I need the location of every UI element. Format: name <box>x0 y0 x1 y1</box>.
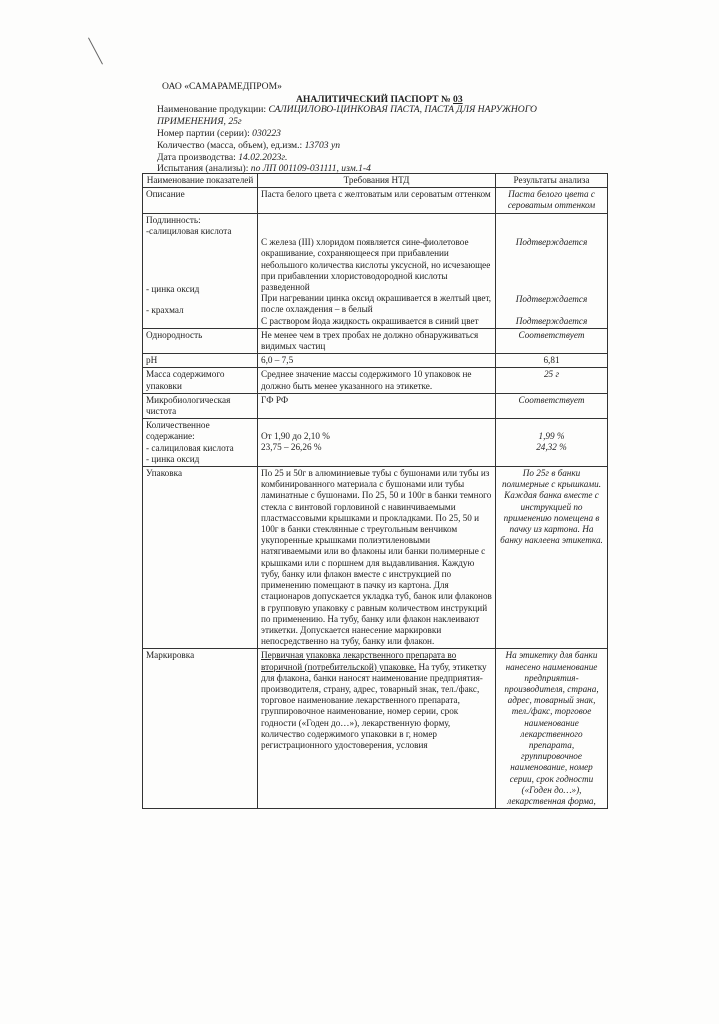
row-requirement: Паста белого цвета с желтоватым или сероватым оттенком <box>258 188 496 214</box>
table-row <box>143 328 608 353</box>
row-label: Масса содержимого упаковки <box>143 368 258 393</box>
row-label: Упаковка <box>143 467 258 649</box>
header-results: Результаты анализа <box>496 174 608 188</box>
table-row <box>143 214 608 329</box>
row-label: Маркировка <box>143 649 258 809</box>
qty-line: Количество (масса, объем), ед.изм.: 13703 уп <box>157 140 341 151</box>
pen-mark <box>88 38 103 65</box>
table-row <box>143 467 608 649</box>
row-label: Однородность <box>143 328 258 353</box>
row-result: Соответствует <box>496 393 608 418</box>
product-line-2: ПРИМЕНЕНИЯ, 25г <box>157 116 242 127</box>
table-header-row <box>143 174 608 188</box>
batch-line: Номер партии (серии): 030223 <box>157 128 281 139</box>
row-label: pH <box>143 354 258 368</box>
header-indicators: Наименование показателей <box>143 174 258 188</box>
row-label: Количественное содержание: - салициловая кислота - цинка оксид <box>143 419 258 467</box>
row-requirement: С железа (III) хлоридом появляется сине-фиолетовое окрашивание, сохраняющееся при прибавлении небольшого количества кислоты уксусной, но исчезающее при прибавлении хлористоводородной кислоты разведенной При нагревании цинка оксид окрашивается в желтый цвет, после охлаждения – в белый С раствором йода жидкость окрашивается в синий цвет <box>258 214 496 329</box>
table-row <box>143 188 608 214</box>
table-row <box>143 649 608 809</box>
row-requirement: По 25 и 50г в алюминиевые тубы с бушонами или тубы из комбинированного материала с бушонами или тубы ламинатные с бушонами. По 25, 50 и 100г в банки темного стекла с винтовой горловиной с навинчиваемыми пластмассовыми крышками и прокладками. По 25, 50 и 100г в банки стеклянные с треугольным венчиком укупоренные крышками полиэтиленовыми натягиваемыми или во флаконы или банки полимерные с крышками или с поршнем для выдавливания. Каждую тубу, банку или флакон вместе с инструкцией по применению помещают в пачку из картона. Для стационаров допускается укладка туб, банок или флаконов в групповую упаковку с равным количеством инструкций по применению. На тубу, банку или флакон наклеивают этикетки. Допускается нанесение маркировки непосредственно на тубу, банку или флакон. <box>258 467 496 649</box>
row-requirement: Не менее чем в трех пробах не должно обнаруживаться видимых частиц <box>258 328 496 353</box>
row-result: 25 г <box>496 368 608 393</box>
row-label: Подлинность: -салициловая кислота - цинка оксид - крахмал <box>143 214 258 329</box>
row-label: Микробиологическая чистота <box>143 393 258 418</box>
row-requirement: Среднее значение массы содержимого 10 упаковок не должно быть менее указанного на этикетке. <box>258 368 496 393</box>
row-result: Соответствует <box>496 328 608 353</box>
table-row <box>143 393 608 418</box>
row-result: По 25г в банки полимерные с крышками. Каждая банка вместе с инструкцией по применению помещена в пачку из картона. На банку наклеена этикетка. <box>496 467 608 649</box>
row-result: 1,99 % 24,32 % <box>496 419 608 467</box>
date-line: Дата производства: 14.02.2023г. <box>157 152 288 163</box>
row-requirement: 6,0 – 7,5 <box>258 354 496 368</box>
company-name: ОАО «САМАРАМЕДПРОМ» <box>162 81 282 92</box>
row-requirement: ГФ РФ <box>258 393 496 418</box>
row-result: Паста белого цвета с сероватым оттенком <box>496 188 608 214</box>
passport-title: АНАЛИТИЧЕСКИЙ ПАСПОРТ № 03 <box>296 94 463 105</box>
row-result: На этикетку для банки нанесено наименование предприятия-производителя, страна, адрес, товарный знак, тел./факс, торговое наименование лекарственного препарата, группировочное наименование, номер серии, срок годности («Годен до…»), лекарственная форма, <box>496 649 608 809</box>
table-row <box>143 354 608 368</box>
row-result: 6,81 <box>496 354 608 368</box>
row-requirement: От 1,90 до 2,10 % 23,75 – 26,26 % <box>258 419 496 467</box>
product-line: Наименование продукции: САЛИЦИЛОВО-ЦИНКОВАЯ ПАСТА, ПАСТА ДЛЯ НАРУЖНОГО <box>157 104 537 115</box>
row-requirement: Первичная упаковка лекарственного препарата во вторичной (потребительской) упаковке. На тубу, этикетку для флакона, банки наносят наименование предприятия-производителя, страну, адрес, товарный знак, тел./факс, торговое наименование лекарственного препарата, группировочное наименование, номер серии, срок годности («Годен до…»), лекарственную форму, количество содержимого упаковки в г, номер регистрационного удостоверения, условия <box>258 649 496 809</box>
tests-line: Испытания (анализы): по ЛП 001109-031111, изм.1-4 <box>157 163 371 174</box>
table-row <box>143 419 608 467</box>
row-label: Описание <box>143 188 258 214</box>
header-requirements: Требования НТД <box>258 174 496 188</box>
analysis-table <box>142 173 608 809</box>
table-row <box>143 368 608 393</box>
row-result: Подтверждается Подтверждается Подтверждается <box>496 214 608 329</box>
